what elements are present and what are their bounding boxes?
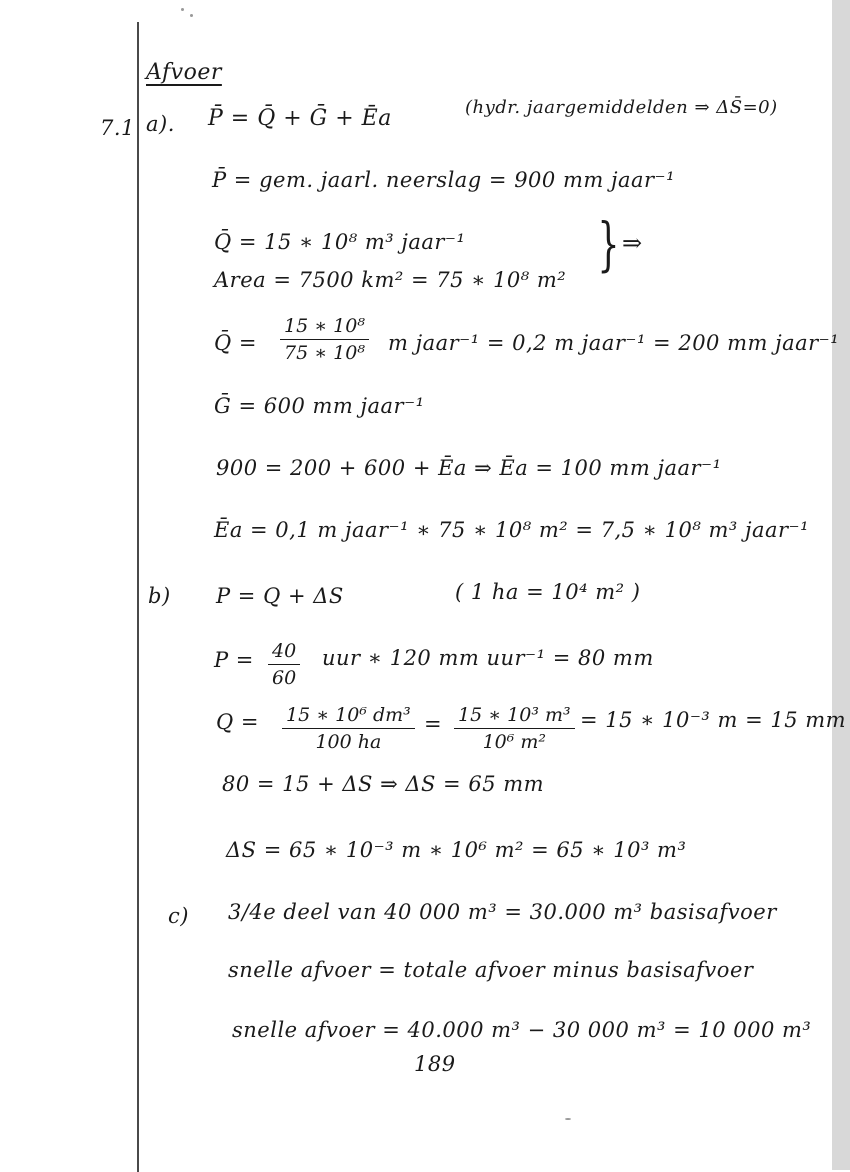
- fraction-numerator: 15 ∗ 10⁶ dm³: [282, 704, 415, 729]
- fraction-denominator: 60: [272, 667, 297, 689]
- runoff-equals: =: [424, 712, 443, 736]
- hectare-note: ( 1 ha = 10⁴ m² ): [455, 580, 641, 604]
- scan-speck: [181, 8, 184, 11]
- discharge-fraction: [280, 315, 369, 364]
- quickflow-definition-line: snelle afvoer = totale afvoer minus basisafvoer: [228, 958, 754, 982]
- storage-volume-line: ΔS = 65 ∗ 10⁻³ m ∗ 10⁶ m² = 65 ∗ 10³ m³: [226, 838, 687, 862]
- margin-line: [137, 22, 139, 1172]
- runoff-fraction-1: [282, 704, 415, 753]
- scan-speck: [565, 1118, 571, 1120]
- part-a-label: a).: [146, 112, 175, 136]
- fraction-denominator: 100 ha: [315, 731, 382, 753]
- runoff-fraction-2: [454, 704, 575, 753]
- brace-arrow: ⇒: [622, 229, 643, 257]
- scan-speck: [190, 14, 193, 17]
- discharge-calc-rhs: m jaar⁻¹ = 0,2 m jaar⁻¹ = 200 mm jaar⁻¹: [388, 331, 840, 355]
- groundwater-line: Ḡ = 600 mm jaar⁻¹: [214, 394, 425, 418]
- scan-edge: [832, 0, 850, 1170]
- discharge-line: Q̄ = 15 ∗ 10⁸ m³ jaar⁻¹: [214, 230, 466, 254]
- evaporation-volume-line: Ēa = 0,1 m jaar⁻¹ ∗ 75 ∗ 10⁸ m² = 7,5 ∗ 10⁸ m³ jaar⁻¹: [214, 518, 810, 542]
- rain-calc-lhs: P =: [214, 648, 254, 672]
- part-b-label: b): [148, 584, 171, 608]
- fraction-numerator: 15 ∗ 10³ m³: [454, 704, 575, 729]
- precipitation-line: P̄ = gem. jaarl. neerslag = 900 mm jaar⁻¹: [212, 168, 676, 192]
- brace: }: [597, 210, 620, 278]
- fraction-numerator: 15 ∗ 10⁸: [280, 315, 369, 340]
- question-number: 7.1: [100, 116, 135, 140]
- page-heading: Afvoer: [146, 60, 222, 85]
- discharge-calc-lhs: Q̄ =: [214, 331, 257, 355]
- rain-calc-rhs: uur ∗ 120 mm uur⁻¹ = 80 mm: [322, 646, 654, 670]
- fraction-denominator: 10⁶ m²: [482, 731, 547, 753]
- part-c-label: c): [168, 904, 189, 928]
- runoff-calc-rhs: = 15 ∗ 10⁻³ m = 15 mm: [580, 708, 847, 732]
- storm-balance-equation: P = Q + ΔS: [216, 584, 344, 608]
- page-number: 189: [414, 1052, 456, 1076]
- water-balance-note: (hydr. jaargemiddelden ⇒ ΔS̄=0): [465, 97, 778, 118]
- runoff-calc-lhs: Q =: [216, 710, 259, 734]
- fraction-numerator: 40: [268, 640, 300, 665]
- water-balance-equation: P̄ = Q̄ + Ḡ + Ēa: [208, 106, 392, 131]
- area-line: Area = 7500 km² = 75 ∗ 10⁸ m²: [214, 268, 567, 292]
- quickflow-calc-line: snelle afvoer = 40.000 m³ − 30 000 m³ = 10 000 m³: [232, 1018, 812, 1042]
- baseflow-line: 3/4e deel van 40 000 m³ = 30.000 m³ basisafvoer: [228, 900, 777, 924]
- duration-fraction: [268, 640, 300, 689]
- fraction-denominator: 75 ∗ 10⁸: [284, 342, 365, 364]
- storage-balance-line: 80 = 15 + ΔS ⇒ ΔS = 65 mm: [222, 772, 545, 796]
- evaporation-balance-line: 900 = 200 + 600 + Ēa ⇒ Ēa = 100 mm jaar⁻¹: [216, 456, 722, 480]
